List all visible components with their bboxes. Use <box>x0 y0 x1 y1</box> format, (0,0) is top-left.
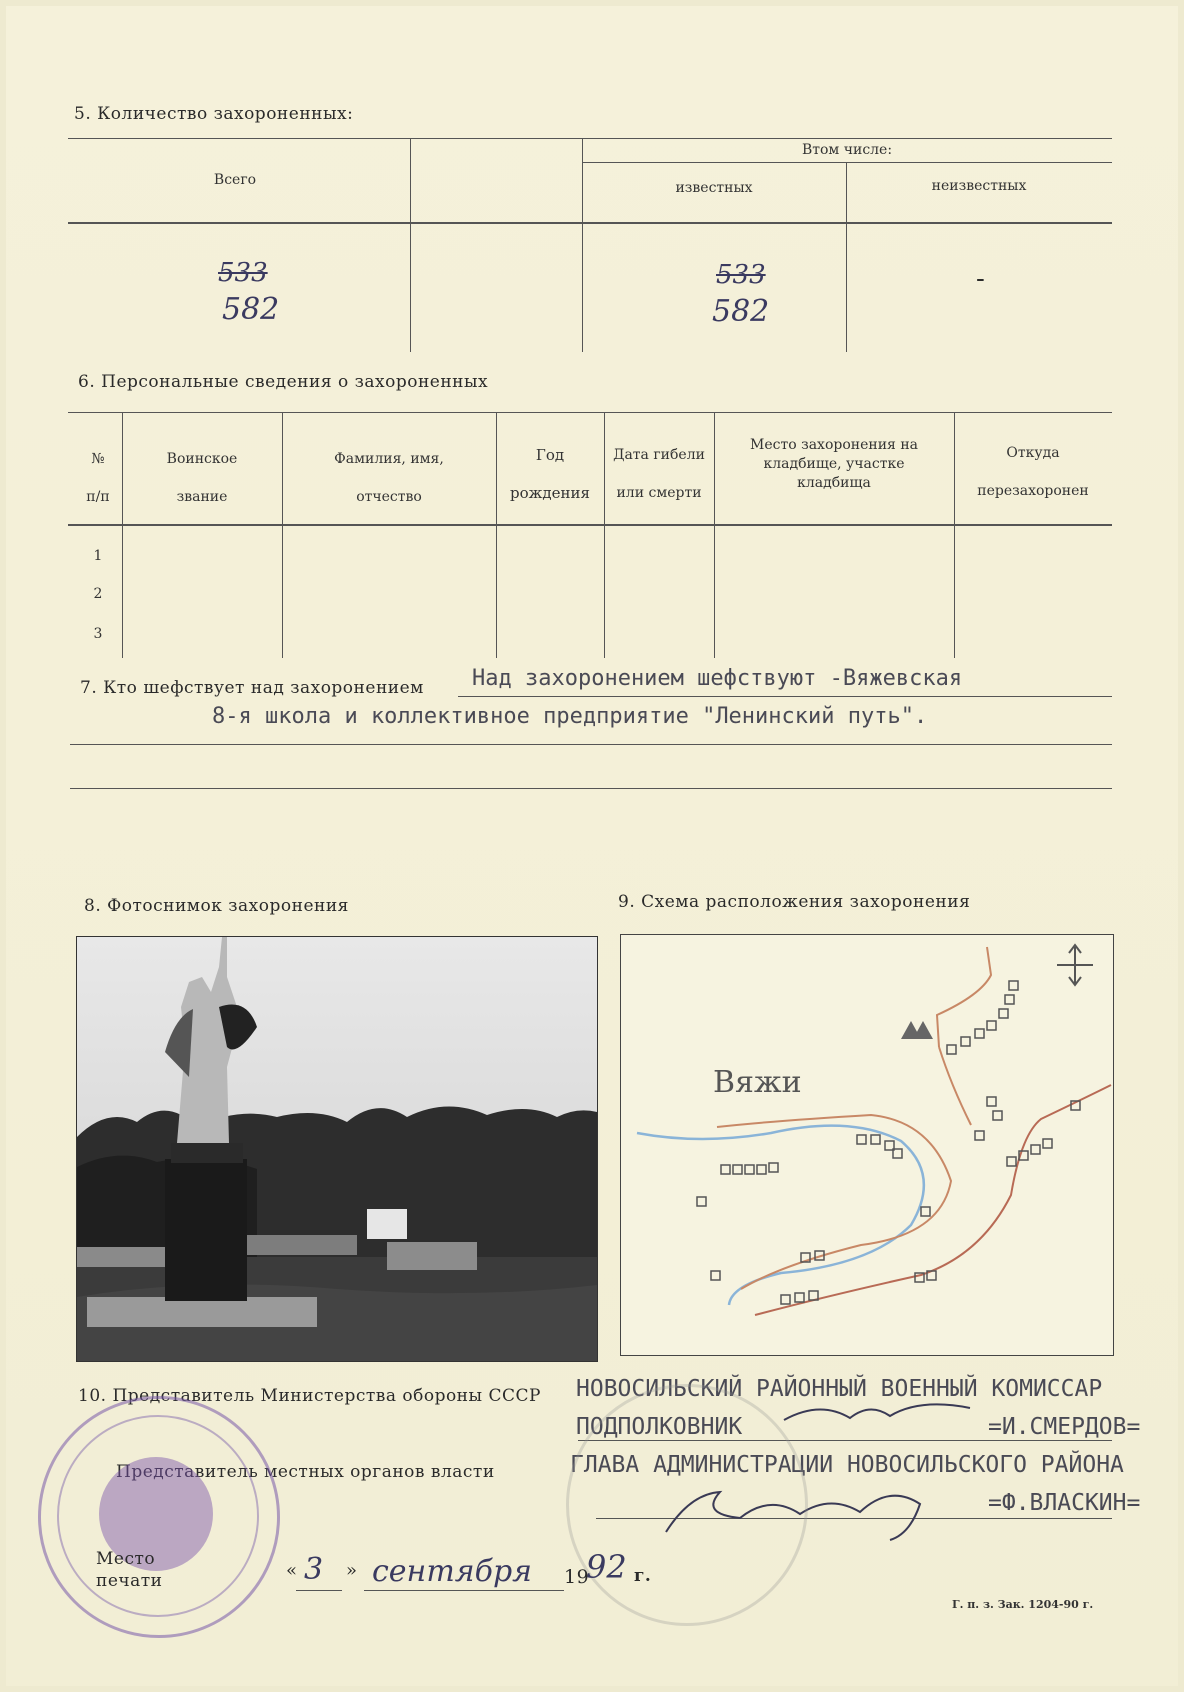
s5-unknown-value: - <box>976 264 985 294</box>
s6-h-death <box>604 436 714 512</box>
road-line-1 <box>717 1115 951 1289</box>
s6-h-num <box>74 440 122 516</box>
s6-h-birth-1: Год <box>535 446 565 464</box>
s5-known-old: 533 <box>716 260 766 290</box>
s7-rule2 <box>70 744 1112 745</box>
scheme-village-label: Вяжи <box>713 1065 802 1100</box>
section9-title: 9. Схема расположения захоронения <box>618 892 971 912</box>
section10-label: 10. Представитель Министерства обороны СССР <box>78 1386 541 1406</box>
s6-row-2: 2 <box>93 586 103 602</box>
date-day-rule <box>296 1590 342 1591</box>
s6-h-rank <box>122 440 282 516</box>
s6-h-name-1: Фамилия, имя, <box>334 451 444 467</box>
s5-col-known: известных <box>675 180 753 196</box>
s6-row-1: 1 <box>93 548 103 564</box>
section8-title: 8. Фотоснимок захоронения <box>84 896 349 916</box>
s6-h-rank-1: Воинское <box>166 451 238 467</box>
date-month: сентября <box>372 1554 533 1589</box>
s5-total-old: 533 <box>218 258 268 288</box>
s6-h-from-2: перезахоронен <box>977 483 1089 499</box>
section7-label: 7. Кто шефствует над захоронением <box>80 678 424 698</box>
houses <box>697 981 1080 1304</box>
s6-h-rank-2: звание <box>176 489 228 505</box>
road-line-4 <box>939 1047 971 1125</box>
s6-h-place-1: Место захоронения на <box>749 437 919 453</box>
s6-h-birth <box>496 436 604 512</box>
section5-title: 5. Количество захороненных: <box>74 104 354 124</box>
s6-h-death-2: или смерти <box>616 485 702 501</box>
section6-title: 6. Персональные сведения о захороненных <box>78 372 489 392</box>
s6-h-num-1: № <box>91 451 105 467</box>
s7-line2: 8-я школа и коллективное предприятие "Ленинский путь". <box>212 704 928 729</box>
s6-h-from <box>954 434 1112 510</box>
s5-known-new: 582 <box>712 294 770 329</box>
monument-icon <box>901 1021 933 1039</box>
s6-h-birth-2: рождения <box>509 484 590 502</box>
s7-rule3 <box>70 788 1112 789</box>
s6-top-rule <box>68 412 1112 413</box>
compass-icon <box>1057 945 1093 985</box>
official-stamp <box>38 1396 280 1638</box>
s6-h-name <box>282 440 496 516</box>
s5-col-incl: Втом числе: <box>801 142 893 158</box>
s6-h-from-1: Откуда <box>1006 445 1060 461</box>
s5-top-rule <box>68 138 1112 139</box>
s10-typed-line2-right: =И.СМЕРДОВ= <box>988 1414 1141 1440</box>
s5-sub-rule <box>582 162 1112 163</box>
s6-header-rule <box>68 524 1112 526</box>
s6-h-place-3: кладбища <box>797 475 871 491</box>
s10-local-label: Представитель местных органов власти <box>116 1462 495 1482</box>
s5-col-total: Всего <box>213 172 257 188</box>
date-year-suffix: 92 <box>586 1548 627 1586</box>
s10-typed-line4-right: =Ф.ВЛАСКИН= <box>988 1490 1141 1516</box>
s6-h-death-1: Дата гибели <box>613 447 705 463</box>
s5-header-rule <box>68 222 1112 224</box>
s10-typed-line3: ГЛАВА АДМИНИСТРАЦИИ НОВОСИЛЬСКОГО РАЙОНА <box>570 1452 1124 1478</box>
burial-photo-image <box>77 937 597 1361</box>
seal-place-line1: Место <box>96 1549 156 1569</box>
s10-typed-line2-left: ПОДПОЛКОВНИК <box>576 1414 743 1440</box>
seal-place-line2: печати <box>96 1571 163 1591</box>
date-day: 3 <box>304 1552 324 1587</box>
s6-h-name-2: отчество <box>356 489 422 505</box>
road-line-3 <box>937 947 991 1047</box>
s6-h-place-2: кладбище, участке <box>763 456 905 472</box>
location-scheme <box>620 934 1114 1356</box>
s5-vline1 <box>410 138 411 352</box>
date-month-rule <box>364 1590 564 1591</box>
signature-smerdov <box>780 1390 980 1430</box>
date-close-quote: » <box>346 1560 358 1581</box>
river-line <box>637 1126 924 1305</box>
date-g: г. <box>634 1566 652 1586</box>
date-open-quote: « <box>286 1560 298 1581</box>
s5-col-unknown: неизвестных <box>931 178 1027 194</box>
location-scheme-drawing <box>621 935 1113 1355</box>
s7-rule1 <box>458 696 1112 697</box>
print-info: Г. п. з. Зак. 1204-90 г. <box>952 1598 1094 1611</box>
date-year-prefix: 19 <box>564 1566 590 1588</box>
s5-total-new: 582 <box>222 292 280 327</box>
s6-h-place <box>714 436 954 493</box>
s6-row-3: 3 <box>93 626 103 642</box>
seal-place-label <box>96 1548 163 1592</box>
s7-line1: Над захоронением шефствуют -Вяжевская <box>472 666 963 691</box>
s6-h-num-2: п/п <box>86 489 110 505</box>
burial-photo <box>76 936 598 1362</box>
s10-typed-line1: НОВОСИЛЬСКИЙ РАЙОННЫЙ ВОЕННЫЙ КОМИССАР <box>576 1376 1103 1402</box>
faint-stamp <box>566 1384 808 1626</box>
s5-vline2 <box>582 138 583 352</box>
